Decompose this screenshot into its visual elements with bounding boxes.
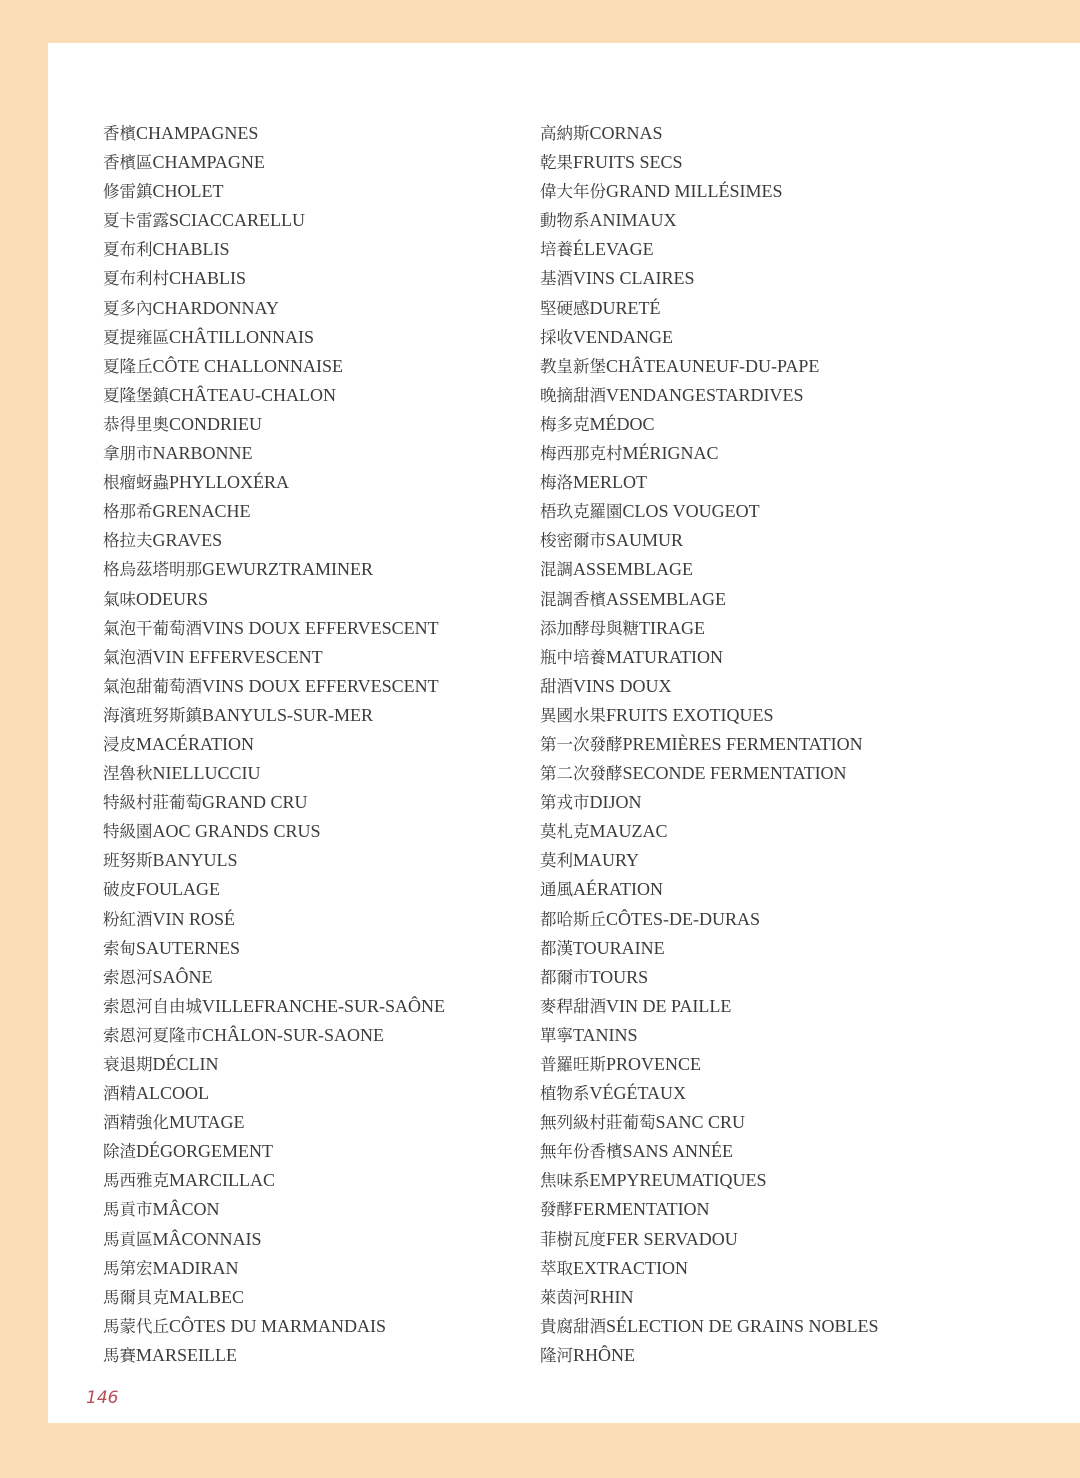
entry-chinese-term: 索恩河自由城 bbox=[103, 996, 202, 1016]
glossary-entry bbox=[540, 439, 1060, 468]
glossary-entry bbox=[540, 1254, 1060, 1283]
glossary-entry bbox=[103, 701, 523, 730]
glossary-entry bbox=[103, 323, 523, 352]
entry-chinese-term: 混調香檳 bbox=[540, 589, 606, 609]
entry-chinese-term: 莫利 bbox=[540, 851, 573, 871]
entry-chinese-term: 索恩河夏隆市 bbox=[103, 1025, 202, 1045]
glossary-entry bbox=[540, 1195, 1060, 1224]
glossary-entry bbox=[103, 1341, 523, 1370]
entry-chinese-term: 甜酒 bbox=[540, 676, 573, 696]
entry-french-term: VINS CLAIRES bbox=[573, 268, 695, 289]
entry-french-term: CORNAS bbox=[589, 123, 663, 143]
entry-french-term: CÔTE CHALLONNAISE bbox=[152, 355, 343, 376]
entry-french-term: MADIRAN bbox=[152, 1257, 239, 1278]
glossary-entry bbox=[103, 643, 523, 672]
glossary-entry bbox=[540, 846, 1060, 875]
entry-chinese-term: 馬貢區 bbox=[103, 1229, 153, 1249]
entry-chinese-term: 格拉夫 bbox=[103, 531, 153, 551]
entry-chinese-term: 馬爾貝克 bbox=[103, 1287, 169, 1307]
glossary-entry bbox=[540, 1108, 1060, 1137]
entry-french-term: MAUZAC bbox=[589, 821, 668, 842]
entry-french-term: VINS DOUX EFFERVESCENT bbox=[202, 675, 439, 696]
entry-chinese-term: 發酵 bbox=[540, 1200, 573, 1220]
entry-chinese-term: 萊茵河 bbox=[540, 1287, 590, 1307]
glossary-entry bbox=[540, 410, 1060, 439]
entry-chinese-term: 氣味 bbox=[103, 589, 136, 609]
entry-french-term: SCIACCARELLU bbox=[169, 210, 306, 231]
entry-chinese-term: 酒精強化 bbox=[103, 1113, 169, 1133]
glossary-entry bbox=[540, 1021, 1060, 1050]
entry-chinese-term: 麥稈甜酒 bbox=[540, 996, 606, 1016]
entry-french-term: PROVENCE bbox=[606, 1054, 702, 1074]
glossary-entry bbox=[540, 963, 1060, 992]
glossary-entry bbox=[103, 1225, 523, 1254]
entry-chinese-term: 培養 bbox=[540, 240, 573, 260]
entry-chinese-term: 都爾市 bbox=[540, 967, 590, 987]
glossary-right-column bbox=[540, 119, 1060, 1370]
entry-chinese-term: 教皇新堡 bbox=[540, 356, 606, 376]
entry-chinese-term: 貴腐甜酒 bbox=[540, 1316, 606, 1336]
entry-french-term: DURETÉ bbox=[589, 297, 661, 318]
entry-french-term: CONDRIEU bbox=[169, 413, 262, 434]
entry-french-term: SAUMUR bbox=[606, 530, 684, 551]
glossary-entry bbox=[540, 1137, 1060, 1166]
entry-french-term: VIN EFFERVESCENT bbox=[152, 646, 323, 667]
entry-french-term: VINS DOUX EFFERVESCENT bbox=[202, 617, 439, 638]
entry-french-term: AÉRATION bbox=[573, 879, 663, 900]
entry-chinese-term: 拿朋市 bbox=[103, 444, 153, 464]
glossary-entry bbox=[103, 1254, 523, 1283]
entry-french-term: CHARDONNAY bbox=[152, 297, 279, 318]
entry-french-term: TIRAGE bbox=[639, 617, 705, 638]
entry-chinese-term: 普羅旺斯 bbox=[540, 1055, 606, 1074]
entry-french-term: FER SERVADOU bbox=[606, 1228, 738, 1249]
entry-chinese-term: 海濱班努斯鎮 bbox=[103, 705, 202, 725]
glossary-entry bbox=[103, 264, 523, 293]
entry-french-term: NIELLUCCIU bbox=[152, 763, 261, 784]
entry-chinese-term: 梅西那克村 bbox=[540, 444, 623, 464]
glossary-entry bbox=[103, 410, 523, 439]
entry-french-term: VIN DE PAILLE bbox=[606, 995, 732, 1016]
entry-french-term: TOURS bbox=[589, 966, 649, 987]
glossary-entry bbox=[540, 759, 1060, 788]
entry-chinese-term: 酒精 bbox=[103, 1084, 136, 1104]
glossary-entry bbox=[103, 235, 523, 264]
entry-chinese-term: 夏卡雷露 bbox=[103, 211, 169, 231]
glossary-entry bbox=[103, 468, 523, 497]
entry-french-term: GRAND MILLÉSIMES bbox=[606, 181, 783, 202]
entry-chinese-term: 粉紅酒 bbox=[103, 909, 153, 929]
glossary-entry bbox=[103, 730, 523, 759]
glossary-entry bbox=[540, 1225, 1060, 1254]
glossary-entry bbox=[103, 1079, 523, 1108]
entry-chinese-term: 除渣 bbox=[103, 1142, 136, 1162]
entry-chinese-term: 異國水果 bbox=[540, 705, 606, 725]
entry-french-term: MÂCON bbox=[152, 1199, 220, 1220]
glossary-entry bbox=[103, 905, 523, 934]
entry-french-term: TANINS bbox=[573, 1024, 638, 1045]
entry-french-term: SECONDE FERMENTATION bbox=[622, 763, 847, 784]
entry-french-term: GRAVES bbox=[152, 530, 223, 551]
entry-french-term: VENDANGESTARDIVES bbox=[606, 384, 804, 405]
entry-french-term: VENDANGE bbox=[573, 326, 673, 347]
entry-french-term: CLOS VOUGEOT bbox=[622, 501, 760, 522]
entry-chinese-term: 植物系 bbox=[540, 1084, 590, 1104]
glossary-entry bbox=[103, 672, 523, 701]
glossary-entry bbox=[103, 1137, 523, 1166]
entry-chinese-term: 氣泡干葡萄酒 bbox=[103, 618, 202, 638]
glossary-entry bbox=[540, 992, 1060, 1021]
entry-chinese-term: 夏多內 bbox=[103, 298, 153, 318]
entry-french-term: VIN ROSÉ bbox=[152, 908, 236, 929]
glossary-entry bbox=[103, 1195, 523, 1224]
glossary-entry bbox=[540, 701, 1060, 730]
entry-french-term: ANIMAUX bbox=[589, 210, 677, 231]
glossary-entry bbox=[103, 1166, 523, 1195]
entry-chinese-term: 索恩河 bbox=[103, 967, 153, 987]
entry-french-term: DIJON bbox=[589, 792, 642, 813]
entry-chinese-term: 索甸 bbox=[103, 938, 136, 958]
glossary-entry bbox=[540, 206, 1060, 235]
entry-chinese-term: 格烏茲塔明那 bbox=[103, 560, 202, 580]
entry-chinese-term: 堅硬感 bbox=[540, 298, 590, 318]
entry-chinese-term: 氣泡甜葡萄酒 bbox=[103, 676, 202, 696]
entry-french-term: CHAMPAGNES bbox=[136, 123, 259, 143]
entry-chinese-term: 梧玖克羅園 bbox=[540, 502, 623, 522]
entry-french-term: PREMIÈRES FERMENTATION bbox=[622, 733, 863, 754]
glossary-entry bbox=[540, 235, 1060, 264]
entry-french-term: BANYULS-SUR-MER bbox=[202, 704, 374, 725]
entry-chinese-term: 乾果 bbox=[540, 153, 573, 173]
glossary-entry bbox=[540, 1341, 1060, 1370]
entry-french-term: ALCOOL bbox=[136, 1083, 209, 1104]
entry-french-term: MERLOT bbox=[573, 472, 647, 493]
entry-chinese-term: 無列級村莊葡萄 bbox=[540, 1113, 656, 1133]
glossary-entry bbox=[103, 1108, 523, 1137]
entry-french-term: CÔTES DU MARMANDAIS bbox=[169, 1315, 387, 1336]
entry-chinese-term: 梭密爾市 bbox=[540, 531, 606, 551]
glossary-entry bbox=[103, 352, 523, 381]
entry-chinese-term: 夏提雍區 bbox=[103, 327, 169, 347]
entry-french-term: SAÔNE bbox=[152, 966, 213, 987]
entry-chinese-term: 都漢 bbox=[540, 938, 573, 958]
entry-chinese-term: 偉大年份 bbox=[540, 182, 606, 202]
glossary-entry bbox=[103, 439, 523, 468]
entry-french-term: CHÂTEAU-CHALON bbox=[169, 384, 336, 405]
glossary-left-column bbox=[103, 119, 523, 1370]
entry-french-term: MACÉRATION bbox=[136, 733, 255, 754]
entry-chinese-term: 梅洛 bbox=[540, 473, 573, 493]
entry-french-term: MAURY bbox=[573, 850, 640, 871]
entry-french-term: MÂCONNAIS bbox=[152, 1228, 262, 1249]
entry-french-term: GRAND CRU bbox=[202, 792, 308, 813]
page-number: 146 bbox=[86, 1388, 119, 1408]
glossary-entry bbox=[540, 1283, 1060, 1312]
glossary-entry bbox=[540, 177, 1060, 206]
entry-chinese-term: 第二次發酵 bbox=[540, 764, 623, 784]
entry-chinese-term: 晚摘甜酒 bbox=[540, 385, 606, 405]
entry-chinese-term: 焦味系 bbox=[540, 1171, 590, 1191]
glossary-entry bbox=[103, 294, 523, 323]
glossary-entry bbox=[540, 497, 1060, 526]
entry-chinese-term: 馬賽 bbox=[103, 1345, 136, 1365]
entry-french-term: RHIN bbox=[589, 1286, 634, 1307]
entry-french-term: EXTRACTION bbox=[573, 1257, 688, 1278]
entry-french-term: RHÔNE bbox=[573, 1344, 635, 1365]
entry-french-term: MUTAGE bbox=[169, 1112, 245, 1133]
entry-french-term: MÉDOC bbox=[589, 413, 655, 434]
entry-french-term: FOULAGE bbox=[136, 879, 220, 900]
entry-french-term: ODEURS bbox=[136, 588, 209, 609]
book-page bbox=[48, 43, 1080, 1423]
glossary-entry bbox=[103, 555, 523, 584]
entry-french-term: SANS ANNÉE bbox=[622, 1141, 734, 1162]
entry-french-term: DÉCLIN bbox=[152, 1054, 219, 1074]
entry-chinese-term: 根瘤蚜蟲 bbox=[103, 473, 169, 493]
glossary-entry bbox=[103, 148, 523, 177]
glossary-entry bbox=[103, 119, 523, 148]
entry-french-term: GEWURZTRAMINER bbox=[202, 559, 373, 580]
entry-chinese-term: 氣泡酒 bbox=[103, 647, 153, 667]
entry-french-term: SANC CRU bbox=[655, 1112, 746, 1133]
entry-french-term: NARBONNE bbox=[152, 443, 253, 464]
entry-french-term: MARCILLAC bbox=[169, 1170, 276, 1191]
entry-chinese-term: 夏布利村 bbox=[103, 269, 169, 289]
glossary-entry bbox=[540, 585, 1060, 614]
glossary-entry bbox=[540, 526, 1060, 555]
entry-french-term: CÔTES-DE-DURAS bbox=[606, 908, 761, 929]
glossary-entry bbox=[103, 875, 523, 904]
entry-french-term: EMPYREUMATIQUES bbox=[589, 1170, 767, 1191]
glossary-entry bbox=[103, 963, 523, 992]
glossary-entry bbox=[103, 585, 523, 614]
glossary-entry bbox=[540, 1312, 1060, 1341]
entry-french-term: FRUITS EXOTIQUES bbox=[606, 704, 774, 725]
entry-chinese-term: 無年份香檳 bbox=[540, 1142, 623, 1162]
entry-chinese-term: 隆河 bbox=[540, 1345, 573, 1365]
glossary-entry bbox=[103, 759, 523, 788]
entry-french-term: DÉGORGEMENT bbox=[136, 1141, 273, 1162]
entry-french-term: CHÂTILLONNAIS bbox=[169, 326, 314, 347]
glossary-entry bbox=[103, 1050, 523, 1079]
entry-chinese-term: 修雷鎮 bbox=[103, 182, 153, 202]
glossary-entry bbox=[103, 992, 523, 1021]
entry-chinese-term: 梅多克 bbox=[540, 414, 590, 434]
entry-chinese-term: 格那希 bbox=[103, 502, 153, 522]
entry-chinese-term: 香檳 bbox=[103, 124, 136, 143]
glossary-entry bbox=[103, 497, 523, 526]
entry-chinese-term: 香檳區 bbox=[103, 153, 153, 173]
entry-french-term: MALBEC bbox=[169, 1286, 245, 1307]
entry-chinese-term: 基酒 bbox=[540, 269, 573, 289]
entry-chinese-term: 莫札克 bbox=[540, 822, 590, 842]
glossary-entry bbox=[540, 934, 1060, 963]
glossary-entry bbox=[540, 352, 1060, 381]
entry-chinese-term: 萃取 bbox=[540, 1258, 573, 1278]
entry-french-term: CHAMPAGNE bbox=[152, 152, 265, 173]
entry-french-term: VINS DOUX bbox=[573, 675, 672, 696]
entry-french-term: VÉGÉTAUX bbox=[589, 1083, 687, 1104]
glossary-entry bbox=[540, 468, 1060, 497]
entry-chinese-term: 特級園 bbox=[103, 822, 153, 842]
entry-chinese-term: 馬第宏 bbox=[103, 1258, 153, 1278]
glossary-entry bbox=[103, 206, 523, 235]
entry-french-term: FRUITS SECS bbox=[573, 152, 683, 173]
glossary-entry bbox=[540, 1166, 1060, 1195]
glossary-entry bbox=[540, 730, 1060, 759]
entry-french-term: VILLEFRANCHE-SUR-SAÔNE bbox=[202, 995, 445, 1016]
entry-french-term: CHOLET bbox=[152, 181, 224, 202]
entry-french-term: ASSEMBLAGE bbox=[606, 588, 727, 609]
entry-chinese-term: 馬西雅克 bbox=[103, 1171, 169, 1191]
glossary-entry bbox=[103, 1312, 523, 1341]
entry-chinese-term: 都哈斯丘 bbox=[540, 909, 606, 929]
entry-french-term: FERMENTATION bbox=[573, 1199, 710, 1220]
glossary-entry bbox=[103, 526, 523, 555]
glossary-entry bbox=[540, 264, 1060, 293]
entry-french-term: PHYLLOXÉRA bbox=[169, 472, 289, 493]
glossary-entry bbox=[540, 643, 1060, 672]
entry-french-term: CHÂTEAUNEUF-DU-PAPE bbox=[606, 355, 820, 376]
entry-chinese-term: 通風 bbox=[540, 880, 573, 900]
entry-french-term: SÉLECTION DE GRAINS NOBLES bbox=[606, 1315, 879, 1336]
entry-chinese-term: 馬貢市 bbox=[103, 1200, 153, 1220]
entry-french-term: ÉLEVAGE bbox=[573, 239, 654, 260]
entry-chinese-term: 瓶中培養 bbox=[540, 647, 606, 667]
glossary-entry bbox=[540, 875, 1060, 904]
glossary-entry bbox=[540, 119, 1060, 148]
entry-french-term: CHABLIS bbox=[152, 239, 230, 260]
entry-chinese-term: 動物系 bbox=[540, 211, 590, 231]
entry-french-term: CHABLIS bbox=[169, 268, 247, 289]
entry-chinese-term: 破皮 bbox=[103, 880, 136, 900]
glossary-entry bbox=[540, 555, 1060, 584]
entry-french-term: MARSEILLE bbox=[136, 1344, 237, 1365]
entry-chinese-term: 夏隆丘 bbox=[103, 356, 153, 376]
glossary-entry bbox=[540, 148, 1060, 177]
entry-chinese-term: 馬蒙代丘 bbox=[103, 1316, 169, 1336]
entry-french-term: TOURAINE bbox=[573, 937, 665, 958]
glossary-entry bbox=[103, 788, 523, 817]
entry-chinese-term: 高納斯 bbox=[540, 124, 590, 143]
entry-chinese-term: 夏隆堡鎮 bbox=[103, 385, 169, 405]
entry-chinese-term: 班努斯 bbox=[103, 851, 153, 871]
glossary-entry bbox=[540, 905, 1060, 934]
glossary-entry bbox=[540, 672, 1060, 701]
glossary-entry bbox=[540, 614, 1060, 643]
glossary-entry bbox=[540, 381, 1060, 410]
entry-french-term: GRENACHE bbox=[152, 501, 251, 522]
entry-chinese-term: 混調 bbox=[540, 560, 573, 580]
entry-chinese-term: 菲樹瓦度 bbox=[540, 1229, 606, 1249]
glossary-entry bbox=[103, 1021, 523, 1050]
glossary-entry bbox=[103, 614, 523, 643]
glossary-entry bbox=[103, 1283, 523, 1312]
glossary-entry bbox=[103, 934, 523, 963]
glossary-entry bbox=[540, 817, 1060, 846]
entry-chinese-term: 單寧 bbox=[540, 1025, 573, 1045]
entry-chinese-term: 恭得里奧 bbox=[103, 414, 169, 434]
glossary-entry bbox=[540, 1079, 1060, 1108]
entry-french-term: BANYULS bbox=[152, 850, 238, 871]
entry-french-term: MÉRIGNAC bbox=[622, 443, 719, 464]
entry-french-term: MATURATION bbox=[606, 646, 723, 667]
entry-chinese-term: 衰退期 bbox=[103, 1055, 153, 1074]
glossary-entry bbox=[540, 323, 1060, 352]
glossary-entry bbox=[540, 294, 1060, 323]
entry-chinese-term: 浸皮 bbox=[103, 734, 136, 754]
entry-chinese-term: 採收 bbox=[540, 327, 573, 347]
entry-french-term: CHÂLON-SUR-SAONE bbox=[202, 1024, 385, 1045]
entry-chinese-term: 夏布利 bbox=[103, 240, 153, 260]
glossary-entry bbox=[103, 381, 523, 410]
glossary-entry bbox=[103, 846, 523, 875]
entry-chinese-term: 第戎市 bbox=[540, 793, 590, 813]
glossary-entry bbox=[540, 1050, 1060, 1079]
entry-french-term: SAUTERNES bbox=[136, 937, 241, 958]
entry-chinese-term: 第一次發酵 bbox=[540, 734, 623, 754]
glossary-entry bbox=[540, 788, 1060, 817]
entry-french-term: AOC GRANDS CRUS bbox=[152, 821, 321, 842]
entry-chinese-term: 特級村莊葡萄 bbox=[103, 793, 202, 813]
glossary-entry bbox=[103, 817, 523, 846]
entry-french-term: ASSEMBLAGE bbox=[573, 559, 694, 580]
entry-chinese-term: 涅魯秋 bbox=[103, 764, 153, 784]
entry-chinese-term: 添加酵母與糖 bbox=[540, 618, 639, 638]
glossary-entry bbox=[103, 177, 523, 206]
